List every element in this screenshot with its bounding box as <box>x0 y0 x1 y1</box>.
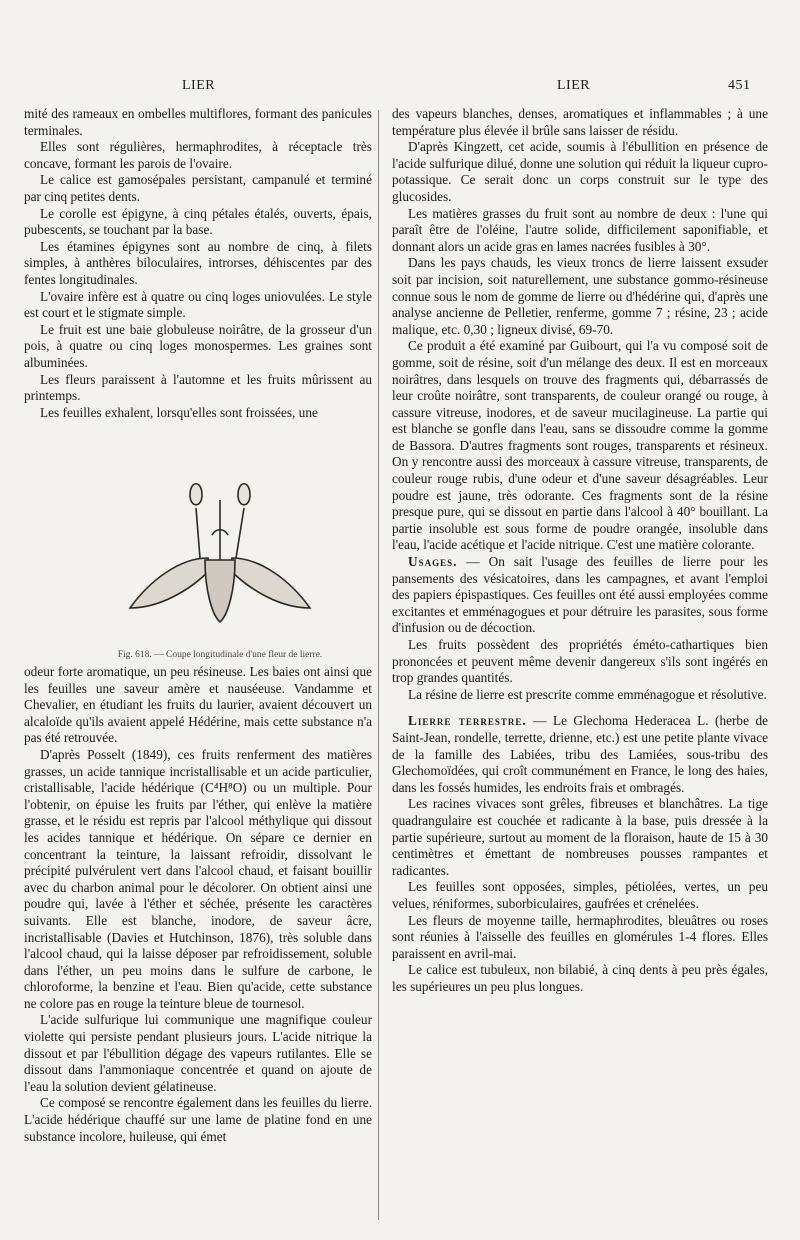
right-column <box>392 106 768 995</box>
paragraph: Le corolle est épigyne, à cinq pétales étalés, ouverts, épais, pubescents, se touchant par la base. <box>24 205 372 238</box>
paragraph: D'après Posselt (1849), ces fruits renferment des matières grasses, un acide tannique incristallisable et un acide particulier, cristallisable, l'acide hédérique (C⁴H⁸O) ou un multiple. Pour l'obtenir, on épuise les fruits par l'éther, qui enlève la matière grasse, et le résidu est repris par l'alcool méthylique qui dissout les acides tannique et hédérique. On sépare ce dernier en concentrant la teinture, la laissant refroidir, dissolvant le précipité pulvérulent vert dans l'alcool chaud, et faisant bouillir avec du charbon animal pour le décolorer. On obtient ainsi une poudre qui, lavée à l'éther et séchée, présente les caractères suivants. Elle est blanche, inodore, de saveur âcre, incristallisable (Davies et Hutchinson, 1876), très soluble dans l'alcool chaud, qui la laisse déposer par refroidissement, soluble dans l'éther, un peu moins dans le sulfure de carbone, le chloroforme, la benzine et l'eau. Bien qu'acide, cette substance ne colore pas en rouge la teinture bleue de tournesol. <box>24 746 372 1011</box>
paragraph: Le fruit est une baie globuleuse noirâtre, de la grosseur d'un pois, à quatre ou cinq loges monospermes. Les graines sont albuminées. <box>24 321 372 370</box>
paragraph: Les matières grasses du fruit sont au nombre de deux : l'une qui paraît être de l'oléine, l'autre solide, difficilement saponifiable, et donnant alors un acide gras en lames nacrées fusibles à 30°. <box>392 205 768 254</box>
lierre-terrestre-text: — Le Glechoma Hederacea L. (herbe de Saint-Jean, rondelle, terrette, drienne, etc.) est une petite plante vivace de la famille des Labiées, tribu des Lamiées, sous-tribu des Glechomoïdées, qui croît communément en France, le long des haies, dans les fossés humides, les endroits frais et ombragés. <box>392 713 769 795</box>
paragraph: mité des rameaux en ombelles multiflores, formant des panicules terminales. <box>24 106 372 138</box>
paragraph: Le calice est gamosépales persistant, campanulé et terminé par cinq petites dents. <box>24 172 372 204</box>
usages-heading: Usages. <box>408 554 458 570</box>
lierre-terrestre-paragraph <box>392 713 768 796</box>
paragraph: L'ovaire infère est à quatre ou cinq loges uniovulées. Le style est court et le stigmate simple. <box>24 288 372 321</box>
paragraph: Elles sont régulières, hermaphrodites, à réceptacle très concave, formant les parois de l'ovaire. <box>24 139 372 171</box>
paragraph: Ce produit a été examiné par Guibourt, qui l'a vu composé soit de gomme, soit de résine, soit d'un mélange des deux. Il est en morceaux noirâtres, dans lesquels on trouve des fragments qui, débarrassés de leur croûte noirâtre, sont transparents, de couleur orangé ou rouge, à cassure vitreuse, inodores, et de saveur mucilagineuse. La partie qui est blanche se gonfle dans l'eau, sans se dissoudre comme la gomme de Bassora. D'autres fragments sont rouges, transparents et résineux. On y rencontre aussi des morceaux à cassure vitreuse, transparents, de couleur rouge rubis, d'une odeur et d'une saveur désagréables. Leur poudre est jaune, très odorante. Ces fragments sont de la résine presque pure, qui se dissout en partie dans l'alcool à 40° bouillant. La partie insoluble est sous forme de poudre orangée, insoluble dans l'eau, l'acide acétique et l'acide nitrique. C'est une matière colorante. <box>392 338 768 553</box>
running-head-left: LIER <box>182 78 216 93</box>
paragraph: Les fleurs de moyenne taille, hermaphrodites, bleuâtres ou roses sont réunies à l'aisselle des feuilles en glomérules 1-4 flores. Elles paraissent en avril-mai. <box>392 912 768 961</box>
figure-caption: Fig. 618. — Coupe longitudinale d'une fleur de lierre. <box>117 650 323 660</box>
paragraph: L'acide sulfurique lui communique une magnifique couleur violette qui persiste pendant plusieurs jours. L'acide nitrique la dissout et par l'ébullition dégage des vapeurs rutilantes. Elle se dissout dans l'ammoniaque concentrée et quand on ajoute de l'eau la solution devient gélatineuse. <box>24 1012 372 1094</box>
paragraph: Ce composé se rencontre également dans les feuilles du lierre. L'acide hédérique chauffé sur une lame de platine fond en une substance incolore, huileuse, qui émet <box>24 1095 372 1144</box>
paragraph: Les étamines épigynes sont au nombre de cinq, à filets simples, à anthères biloculaires, introrses, déhiscentes par des fentes longitudinales. <box>24 238 372 287</box>
usages-text: — On sait l'usage des feuilles de lierre pour les pansements des vésicatoires, dans les campagnes, et avant l'emploi des papiers épispastiques. Ces feuilles ont été aussi employées comme excitantes et emménagogues et pour détruire les parasites, sous forme d'infusion ou de décoction. <box>392 554 768 636</box>
lierre-terrestre-heading: Lierre terrestre. <box>408 713 527 729</box>
running-head-right: LIER <box>557 78 591 93</box>
ivy-flower-illustration <box>40 440 370 640</box>
paragraph: des vapeurs blanches, denses, aromatiques et inflammables ; à une température plus élevée il brûle sans laisser de résidu. <box>392 106 768 138</box>
paragraph: Dans les pays chauds, les vieux troncs de lierre laissent exsuder soit par incision, soit naturellement, une substance gommo-résineuse connue sous le nom de gomme de lierre ou d'hédérine qui, d'après une analyse ancienne de Pelletier, renferme, gomme 7 ; résine, 23 ; acide malique, etc. 0,30 ; ligneux divisé, 69-70. <box>392 255 768 337</box>
paragraph: Les feuilles sont opposées, simples, pétiolées, vertes, un peu velues, réniformes, suborbiculaires, gaufrées et crénelées. <box>392 879 768 911</box>
paragraph: Les racines vivaces sont grêles, fibreuses et blanchâtres. La tige quadrangulaire est couchée et radicante à la base, puis dressée à la partie supérieure, surtout au moment de la floraison, haute de 15 à 30 centimètres et émettant de nombreuses pousses rampantes et radicantes. <box>392 796 768 878</box>
paragraph: D'après Kingzett, cet acide, soumis à l'ébullition en présence de l'acide sulfurique dilué, donne une solution qui réduit la liqueur cupro-potassique. Ce serait donc un corps construit sur le type des glucosides. <box>392 139 768 204</box>
column-divider <box>378 110 379 1220</box>
usages-paragraph <box>392 554 768 637</box>
paragraph: Les fleurs paraissent à l'automne et les fruits mûrissent au printemps. <box>24 371 372 404</box>
paragraph: Les fruits possèdent des propriétés éméto-cathartiques bien prononcées et peuvent même devenir dangereux s'ils sont ingérés en trop grandes quantités. <box>392 637 768 686</box>
page-number: 451 <box>728 78 751 93</box>
paragraph: odeur forte aromatique, un peu résineuse. Les baies ont ainsi que les feuilles une saveur amère et nauséeuse. Vandamme et Chevalier, en étudiant les fruits du laurier, avaient découvert un alcaloïde qu'ils avaient appelé Hédérine, mais cette substance n'a pas été retrouvée. <box>24 664 372 746</box>
left-column-bottom <box>24 664 372 1145</box>
left-column-top <box>24 106 372 421</box>
paragraph: Les feuilles exhalent, lorsqu'elles sont froissées, une <box>40 404 318 420</box>
paragraph: Le calice est tubuleux, non bilabié, à cinq dents à peu près égales, les supérieures un peu plus longues. <box>392 962 768 994</box>
paragraph: La résine de lierre est prescrite comme emménagogue et résolutive. <box>408 686 767 702</box>
